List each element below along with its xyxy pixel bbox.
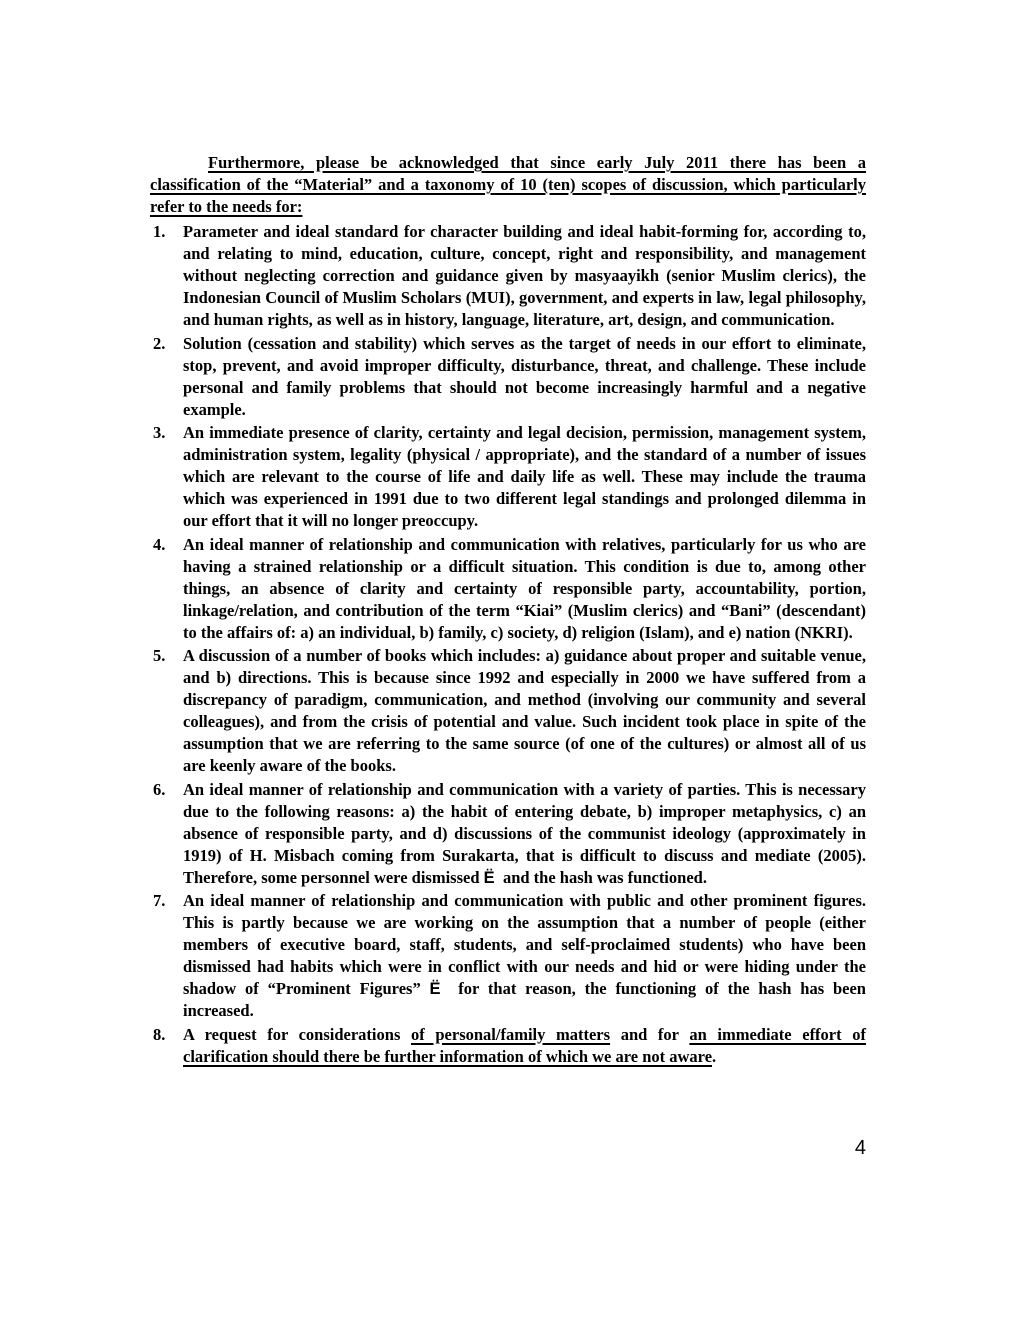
document-content [150,152,866,1069]
list-item [150,333,866,421]
underlined-text-segment: of personal/family matters [411,1024,611,1044]
list-item [150,779,866,889]
list-item-number: 1. [153,222,166,241]
list-item-number: 7. [153,891,166,910]
text-segment: Solution (cessation and stability) which serves as the target of needs in our effort to eliminate, stop, prevent, and avoid improper difficulty, disturbance, threat, and challenge. These include personal and family problems that should not become increasingly harmful and a negative example. [183,333,866,419]
text-segment: An ideal manner of relationship and communication with public and other prominent figures. This is partly because we are working on the assumption that a number of people (either members of executive board, staff, students, and self-proclaimed students) who have been dismissed had habits which were in conflict with our needs and hid or were hiding under the shadow of “Prominent Figures” [183,891,866,998]
list-item-text [183,646,866,775]
page-number: 4 [854,1137,866,1159]
list-item-number: 2. [153,333,166,353]
list-item [150,534,866,644]
text-segment: An ideal manner of relationship and communication with relatives, particularly for us who are having a strained relationship or a difficult situation. This condition is due to, among other things, an absence of clarity and certainty of responsible party, accountability, portion, linkage/relation, and contribution of the term “Kiai” (Muslim clerics) and “Bani” (descendant) to the affairs of: a) an individual, b) family, c) society, d) religion (Islam), and e) nation (NKRI). [183,534,866,642]
list-item [150,645,866,777]
list-item-text [183,535,866,642]
text-segment: Ё [429,980,441,998]
text-segment: and for [610,1024,690,1044]
text-segment: A request for considerations [183,1024,411,1044]
list-item-text [183,222,866,329]
underlined-text-segment: an immediate effort of clarification should there be further information of which we are not aware [183,1024,866,1066]
text-segment: An immediate presence of clarity, certainty and legal decision, permission, management system, administration system, legality (physical / appropriate), and the standard of a number of issues which are relevant to the course of life and daily life as well. These may include the trauma which was experienced in 1991 due to two different legal standings and prolonged dilemma in our effort that it will no longer preoccupy. [183,423,866,530]
list-item-number: 3. [153,423,166,442]
list-item-text [183,891,866,1020]
list-item [150,221,866,331]
list-item-number: 8. [153,1024,166,1044]
list-item [150,1024,866,1068]
text-segment: A discussion of a number of books which includes: a) guidance about proper and suitable venue, and b) directions. This is because since 1992 and especially in 2000 we have suffered from a discrepancy of paradigm, communication, and method (involving our community and several colleagues), and from the crisis of potential and value. Such incident took place in spite of the assumption that we are referring to the same source (of one of the cultures) or almost all of us are keenly aware of the books. [183,646,866,775]
list-item [150,890,866,1022]
list-item-number: 5. [153,646,166,665]
text-segment: An ideal manner of relationship and communication with a variety of parties. This is necessary due to the following reasons: a) the habit of entering debate, b) improper metaphysics, c) an absence of responsible party, and d) discussions of the communist ideology (approximately in 1919) of H. Misbach coming from Surakarta, that is difficult to discuss and mediate (2005). Therefore, some personnel were dismissed [183,779,866,887]
intro-paragraph [150,152,866,218]
list-item-number: 6. [153,779,166,799]
text-segment: . [712,1046,717,1066]
numbered-list [150,221,866,1068]
text-segment: and the hash was functioned. [494,867,707,887]
list-item [150,422,866,532]
intro-text: Furthermore, please be acknowledged that since early July 2011 there has been a classification of the “Material” and a taxonomy of 10 (ten) scopes of discussion, which particularly refer to the needs for: [150,153,866,216]
text-segment: Ё [483,868,495,887]
text-segment: for that reason, the functioning of the hash has been increased. [183,979,866,1020]
list-item-text [183,423,866,530]
text-segment: Parameter and ideal standard for character building and ideal habit-forming for, according to, and relating to mind, education, culture, concept, right and responsibility, and management without neglecting correction and guidance given by masyaayikh (senior Muslim clerics), the Indonesian Council of Muslim Scholars (MUI), government, and experts in law, legal philosophy, and human rights, as well as in history, language, literature, art, design, and communication. [183,222,866,329]
list-item-text [183,334,866,419]
list-item-text [183,780,866,887]
list-item-text [183,1025,866,1066]
list-item-number: 4. [153,534,166,554]
